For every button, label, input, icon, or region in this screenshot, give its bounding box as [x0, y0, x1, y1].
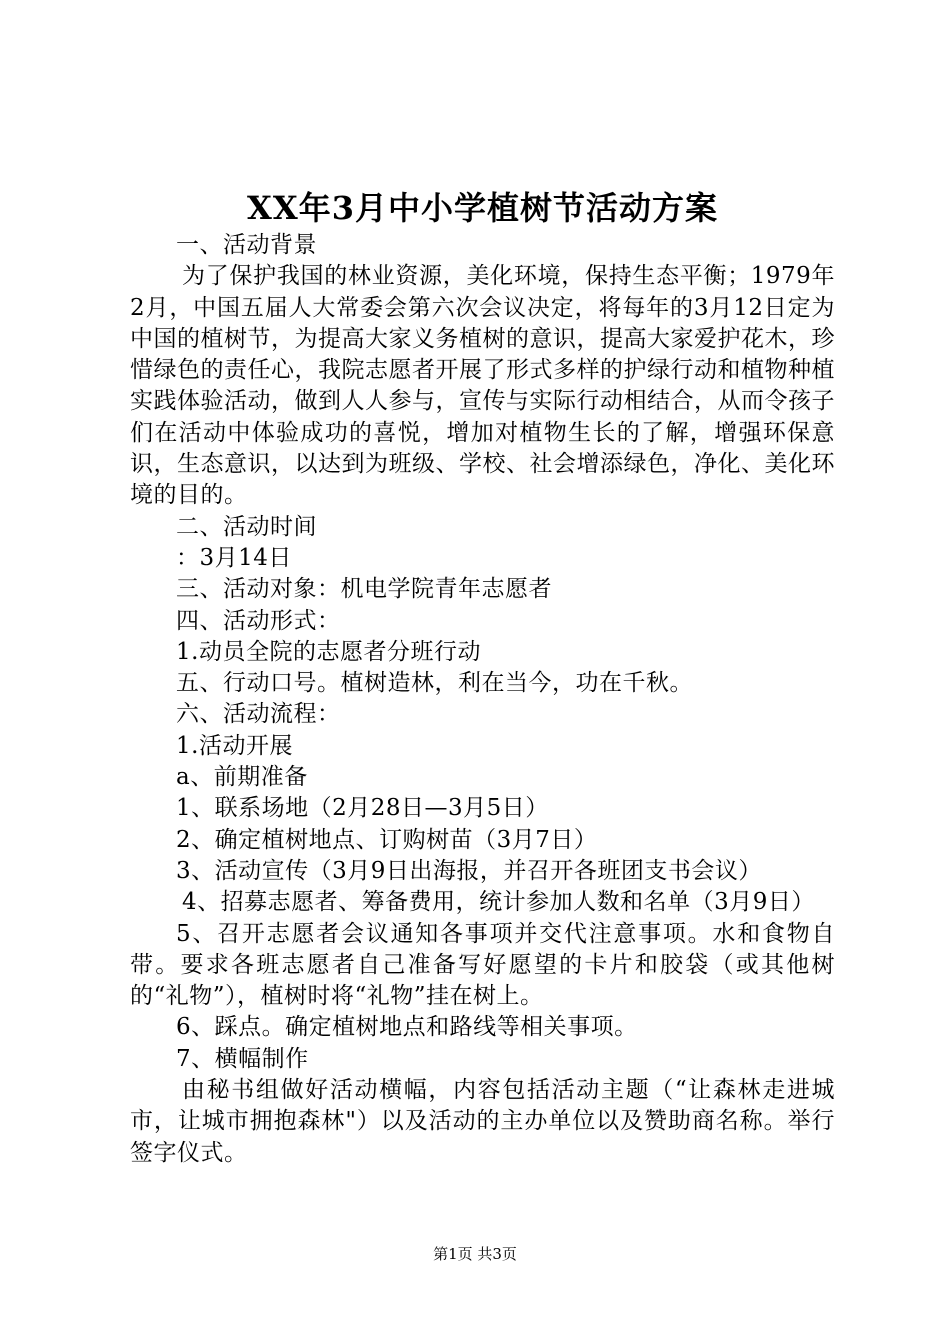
preparation-item: 2、确定植树地点、订购树苗（3月7日） [176, 826, 598, 853]
background-paragraph: 为了保护我国的林业资源，美化环境，保持生态平衡；1979年2月，中国五届人大常委会第六次会议决定，将每年的3月12日定为中国的植树节，为提高大家义务植树的意识，提高大家爱护花木，珍惜绿色的责任心，我院志愿者开展了形式多样的护绿行动和植物种植实践体验活动，做到人人参与，宣传与实际行动相结合，从而令孩子们在活动中体验成功的喜悦，增加对植物生长的了解，增强环保意识，生态意识，以达到为班级、学校、社会增添绿色，净化、美化环境的目的。 [130, 263, 835, 509]
form-item: 1.动员全院的志愿者分班行动 [176, 638, 481, 665]
preparation-item: 1、联系场地（2月28日—3月5日） [176, 795, 549, 822]
preparation-item: 4、招募志愿者、筹备费用，统计参加人数和名单（3月9日） [182, 889, 815, 916]
process-subheading: a、前期准备 [176, 764, 308, 791]
document-title: XX年3月中小学植树节活动方案 [247, 189, 718, 227]
section-heading-time: 二、活动时间 [176, 513, 317, 540]
process-item: 1.活动开展 [176, 732, 293, 759]
section-heading-background: 一、活动背景 [176, 232, 317, 258]
document-page [130, 186, 835, 1169]
banner-paragraph: 由秘书组做好活动横幅，内容包括活动主题（“让森林走进城市，让城市拥抱森林"）以及活动的主办单位以及赞助商名称。举行签字仪式。 [130, 1077, 835, 1166]
page-footer: 第1页 共3页 [433, 1245, 517, 1263]
section-heading-target: 三、活动对象：机电学院青年志愿者 [176, 576, 552, 603]
document-body [130, 230, 835, 1169]
preparation-item: 3、活动宣传（3月9日出海报，并召开各班团支书会议） [176, 857, 762, 884]
preparation-item: 5、召开志愿者会议通知各事项并交代注意事项。水和食物自带。要求各班志愿者自己准备写好愿望的卡片和胶袋（或其他树的“礼物”），植树时将“礼物”挂在树上。 [130, 920, 835, 1010]
section-heading-form: 四、活动形式： [176, 607, 341, 634]
section-heading-slogan: 五、行动口号。植树造林，利在当今，功在千秋。 [176, 670, 693, 697]
activity-date: ：3月14日 [176, 544, 292, 571]
preparation-item: 6、踩点。确定植树地点和路线等相关事项。 [176, 1014, 638, 1041]
preparation-item: 7、横幅制作 [176, 1045, 309, 1072]
section-heading-process: 六、活动流程： [176, 701, 341, 728]
